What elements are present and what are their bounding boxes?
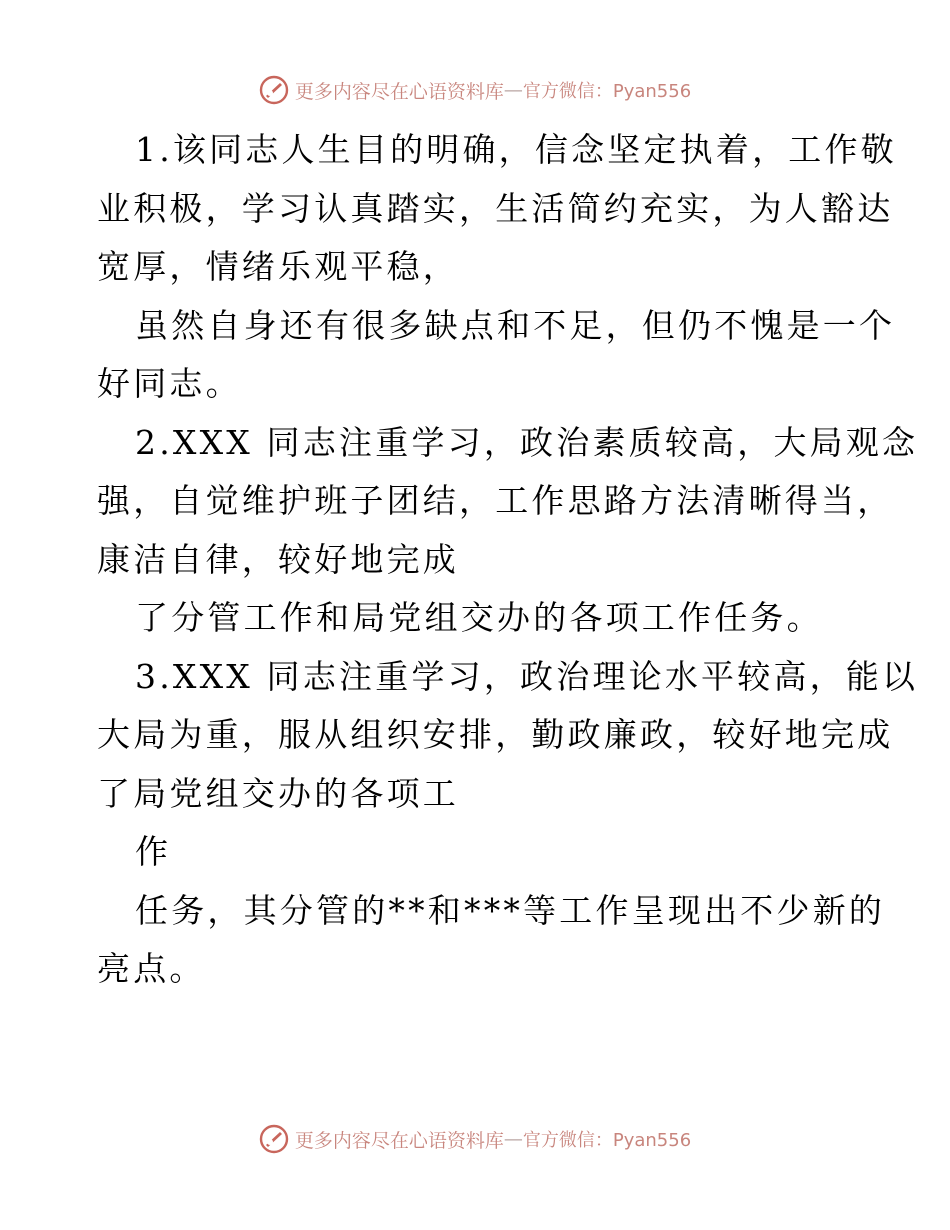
paragraph-line: 宽厚，情绪乐观平稳， [97, 247, 459, 286]
logo-icon [259, 1124, 289, 1154]
paragraph-line: 好同志。 [97, 364, 242, 403]
paragraph-line: 3.XXX 同志注重学习，政治理论水平较高，能以 [135, 656, 919, 696]
paragraph-line: 任务，其分管的**和***等工作呈现出不少新的 [135, 890, 886, 930]
watermark-text: 更多内容尽在心语资料库 [294, 80, 504, 103]
watermark-text: 更多内容尽在心语资料库 [294, 1129, 504, 1152]
paragraph-line: 亮点。 [97, 949, 206, 988]
paragraph-line: 2.XXX 同志注重学习，政治素质较高，大局观念 [135, 422, 919, 462]
paragraph-line: 1.该同志人生目的明确，信念坚定执着，工作敬 [135, 130, 897, 169]
header-watermark [0, 70, 950, 110]
watermark-contact: 官方微信：Pyan556 [522, 1130, 692, 1151]
watermark-contact: 官方微信：Pyan556 [522, 81, 692, 102]
paragraph-line: 作 [135, 832, 172, 871]
paragraph-line: 大局为重，服从组织安排，勤政廉政，较好地完成 [97, 715, 894, 754]
paragraph-line: 了分管工作和局党组交办的各项工作任务。 [135, 598, 823, 637]
logo-icon [259, 75, 289, 105]
footer-watermark [0, 1119, 950, 1159]
document-body [97, 121, 919, 999]
paragraph-line: 康洁自律，较好地完成 [97, 539, 459, 579]
paragraph-line: 虽然自身还有很多缺点和不足，但仍不愧是一个 [135, 305, 896, 345]
paragraph-line: 业积极，学习认真踏实，生活简约充实，为人豁达 [97, 188, 894, 228]
paragraph-line: 了局党组交办的各项工 [97, 773, 459, 813]
watermark-separator: — [503, 1128, 523, 1150]
paragraph-line: 强，自觉维护班子团结，工作思路方法清晰得当， [97, 481, 894, 520]
watermark-separator: — [503, 79, 523, 101]
